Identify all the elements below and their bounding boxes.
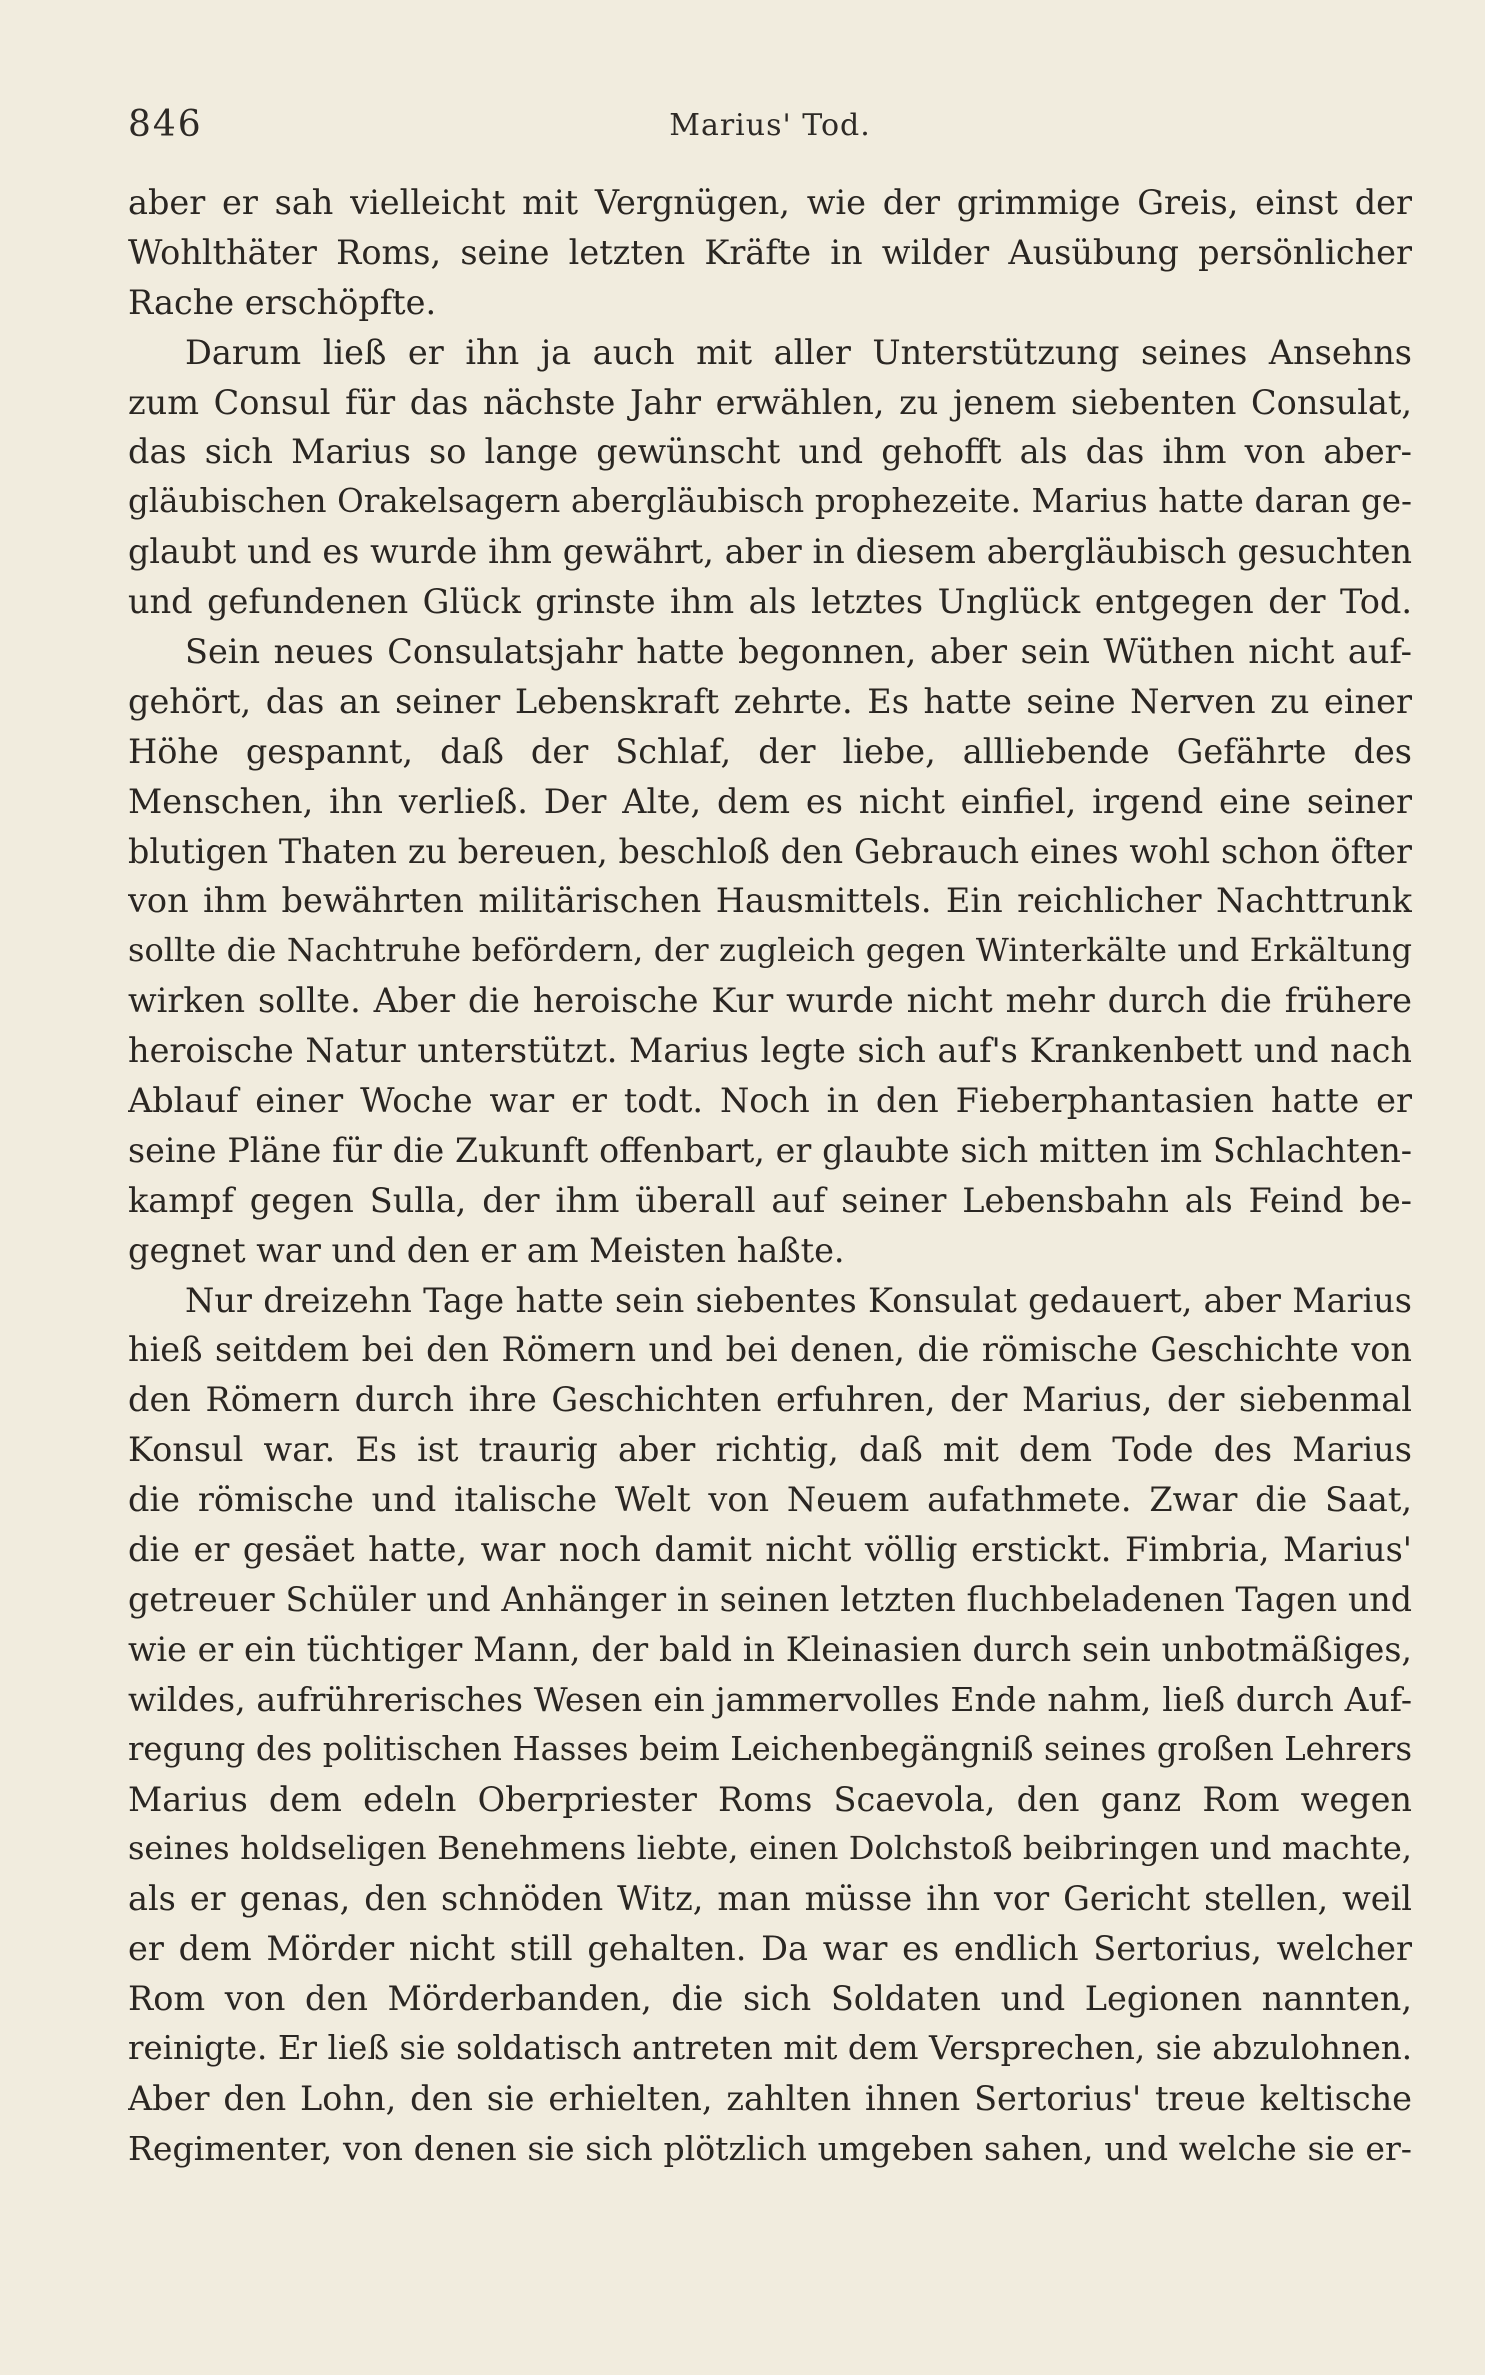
text-line: zum Consul für das nächste Jahr erwählen, zu jenem siebenten Consulat, [128, 382, 1412, 422]
text-line: und gefundenen Glück grinste ihm als letztes Unglück entgegen der Tod. [128, 582, 1412, 622]
text-line: glaubt und es wurde ihm gewährt, aber in diesem abergläubisch gesuchten [128, 532, 1412, 572]
text-line: wie er ein tüchtiger Mann, der bald in Kleinasien durch sein unbotmäßiges, [128, 1629, 1412, 1669]
text-line: Wohlthäter Roms, seine letzten Kräfte in wilder Ausübung persönlicher [128, 232, 1412, 272]
text-line: Aber den Lohn, den sie erhielten, zahlten ihnen Sertorius' treue keltische [128, 2078, 1412, 2118]
text-line: seine Pläne für die Zukunft offenbart, er glaubte sich mitten im Schlachten- [128, 1130, 1412, 1170]
text-line: Konsul war. Es ist traurig aber richtig, daß mit dem Tode des Marius [128, 1430, 1412, 1470]
text-line: Darum ließ er ihn ja auch mit aller Unterstützung seines Ansehns [185, 332, 1412, 372]
text-line: Rom von den Mörderbanden, die sich Soldaten und Legionen nannten, [128, 1979, 1412, 2019]
text-line: er dem Mörder nicht still gehalten. Da war es endlich Sertorius, welcher [128, 1929, 1412, 1969]
text-line: sollte die Nachtruhe befördern, der zugleich gegen Winterkälte und Erkältung [128, 931, 1412, 970]
text-line: reinigte. Er ließ sie soldatisch antreten mit dem Versprechen, sie abzulohnen. [128, 2028, 1412, 2067]
text-line: gehört, das an seiner Lebenskraft zehrte. Es hatte seine Nerven zu einer [128, 681, 1412, 721]
text-line: Menschen, ihn verließ. Der Alte, dem es nicht einfiel, irgend eine seiner [128, 781, 1412, 821]
text-line: die römische und italische Welt von Neuem aufathmete. Zwar die Saat, [128, 1480, 1412, 1520]
text-line: das sich Marius so lange gewünscht und gehofft als das ihm von aber- [128, 432, 1412, 472]
text-line: die er gesäet hatte, war noch damit nicht völlig erstickt. Fimbria, Marius' [128, 1530, 1412, 1570]
text-line: Sein neues Consulatsjahr hatte begonnen, aber sein Wüthen nicht auf- [185, 632, 1412, 672]
text-line: Ablauf einer Woche war er todt. Noch in den Fieberphantasien hatte er [128, 1081, 1412, 1121]
text-line: Marius dem edeln Oberpriester Roms Scaevola, den ganz Rom wegen [128, 1779, 1412, 1819]
body-text [128, 178, 1412, 2174]
text-line: wirken sollte. Aber die heroische Kur wurde nicht mehr durch die frühere [128, 981, 1412, 1021]
text-line: hieß seitdem bei den Römern und bei denen, die römische Geschichte von [128, 1330, 1412, 1370]
text-line: Höhe gespannt, daß der Schlaf, der liebe, allliebende Gefährte des [128, 731, 1412, 771]
text-line: gläubischen Orakelsagern abergläubisch prophezeite. Marius hatte daran ge- [128, 482, 1412, 521]
running-title: Marius' Tod. [669, 108, 871, 143]
text-line: Rache erschöpfte. [128, 282, 437, 322]
text-line: seines holdseligen Benehmens liebte, einen Dolchstoß beibringen und machte, [128, 1829, 1412, 1868]
text-line: von ihm bewährten militärischen Hausmittels. Ein reichlicher Nachttrunk [128, 881, 1412, 921]
text-line: als er genas, den schnöden Witz, man müsse ihn vor Gericht stellen, weil [128, 1879, 1412, 1919]
text-line: regung des politischen Hasses beim Leichenbegängniß seines großen Lehrers [128, 1729, 1412, 1768]
text-line: wildes, aufrührerisches Wesen ein jammervolles Ende nahm, ließ durch Auf- [128, 1679, 1412, 1719]
text-line: blutigen Thaten zu bereuen, beschloß den Gebrauch eines wohl schon öfter [128, 831, 1412, 871]
text-line: den Römern durch ihre Geschichten erfuhren, der Marius, der siebenmal [128, 1380, 1412, 1420]
page-number: 846 [128, 104, 203, 145]
text-line: Nur dreizehn Tage hatte sein siebentes Konsulat gedauert, aber Marius [185, 1280, 1412, 1320]
text-line: heroische Natur unterstützt. Marius legte sich auf's Krankenbett und nach [128, 1031, 1412, 1071]
text-line: Regimenter, von denen sie sich plötzlich umgeben sahen, und welche sie er- [128, 2128, 1412, 2168]
text-line: getreuer Schüler und Anhänger in seinen letzten fluchbeladenen Tagen und [128, 1579, 1412, 1619]
text-line: kampf gegen Sulla, der ihm überall auf seiner Lebensbahn als Feind be- [128, 1180, 1412, 1220]
text-line: aber er sah vielleicht mit Vergnügen, wie der grimmige Greis, einst der [128, 183, 1412, 222]
page-header [128, 104, 1412, 154]
text-line: gegnet war und den er am Meisten haßte. [128, 1230, 845, 1270]
